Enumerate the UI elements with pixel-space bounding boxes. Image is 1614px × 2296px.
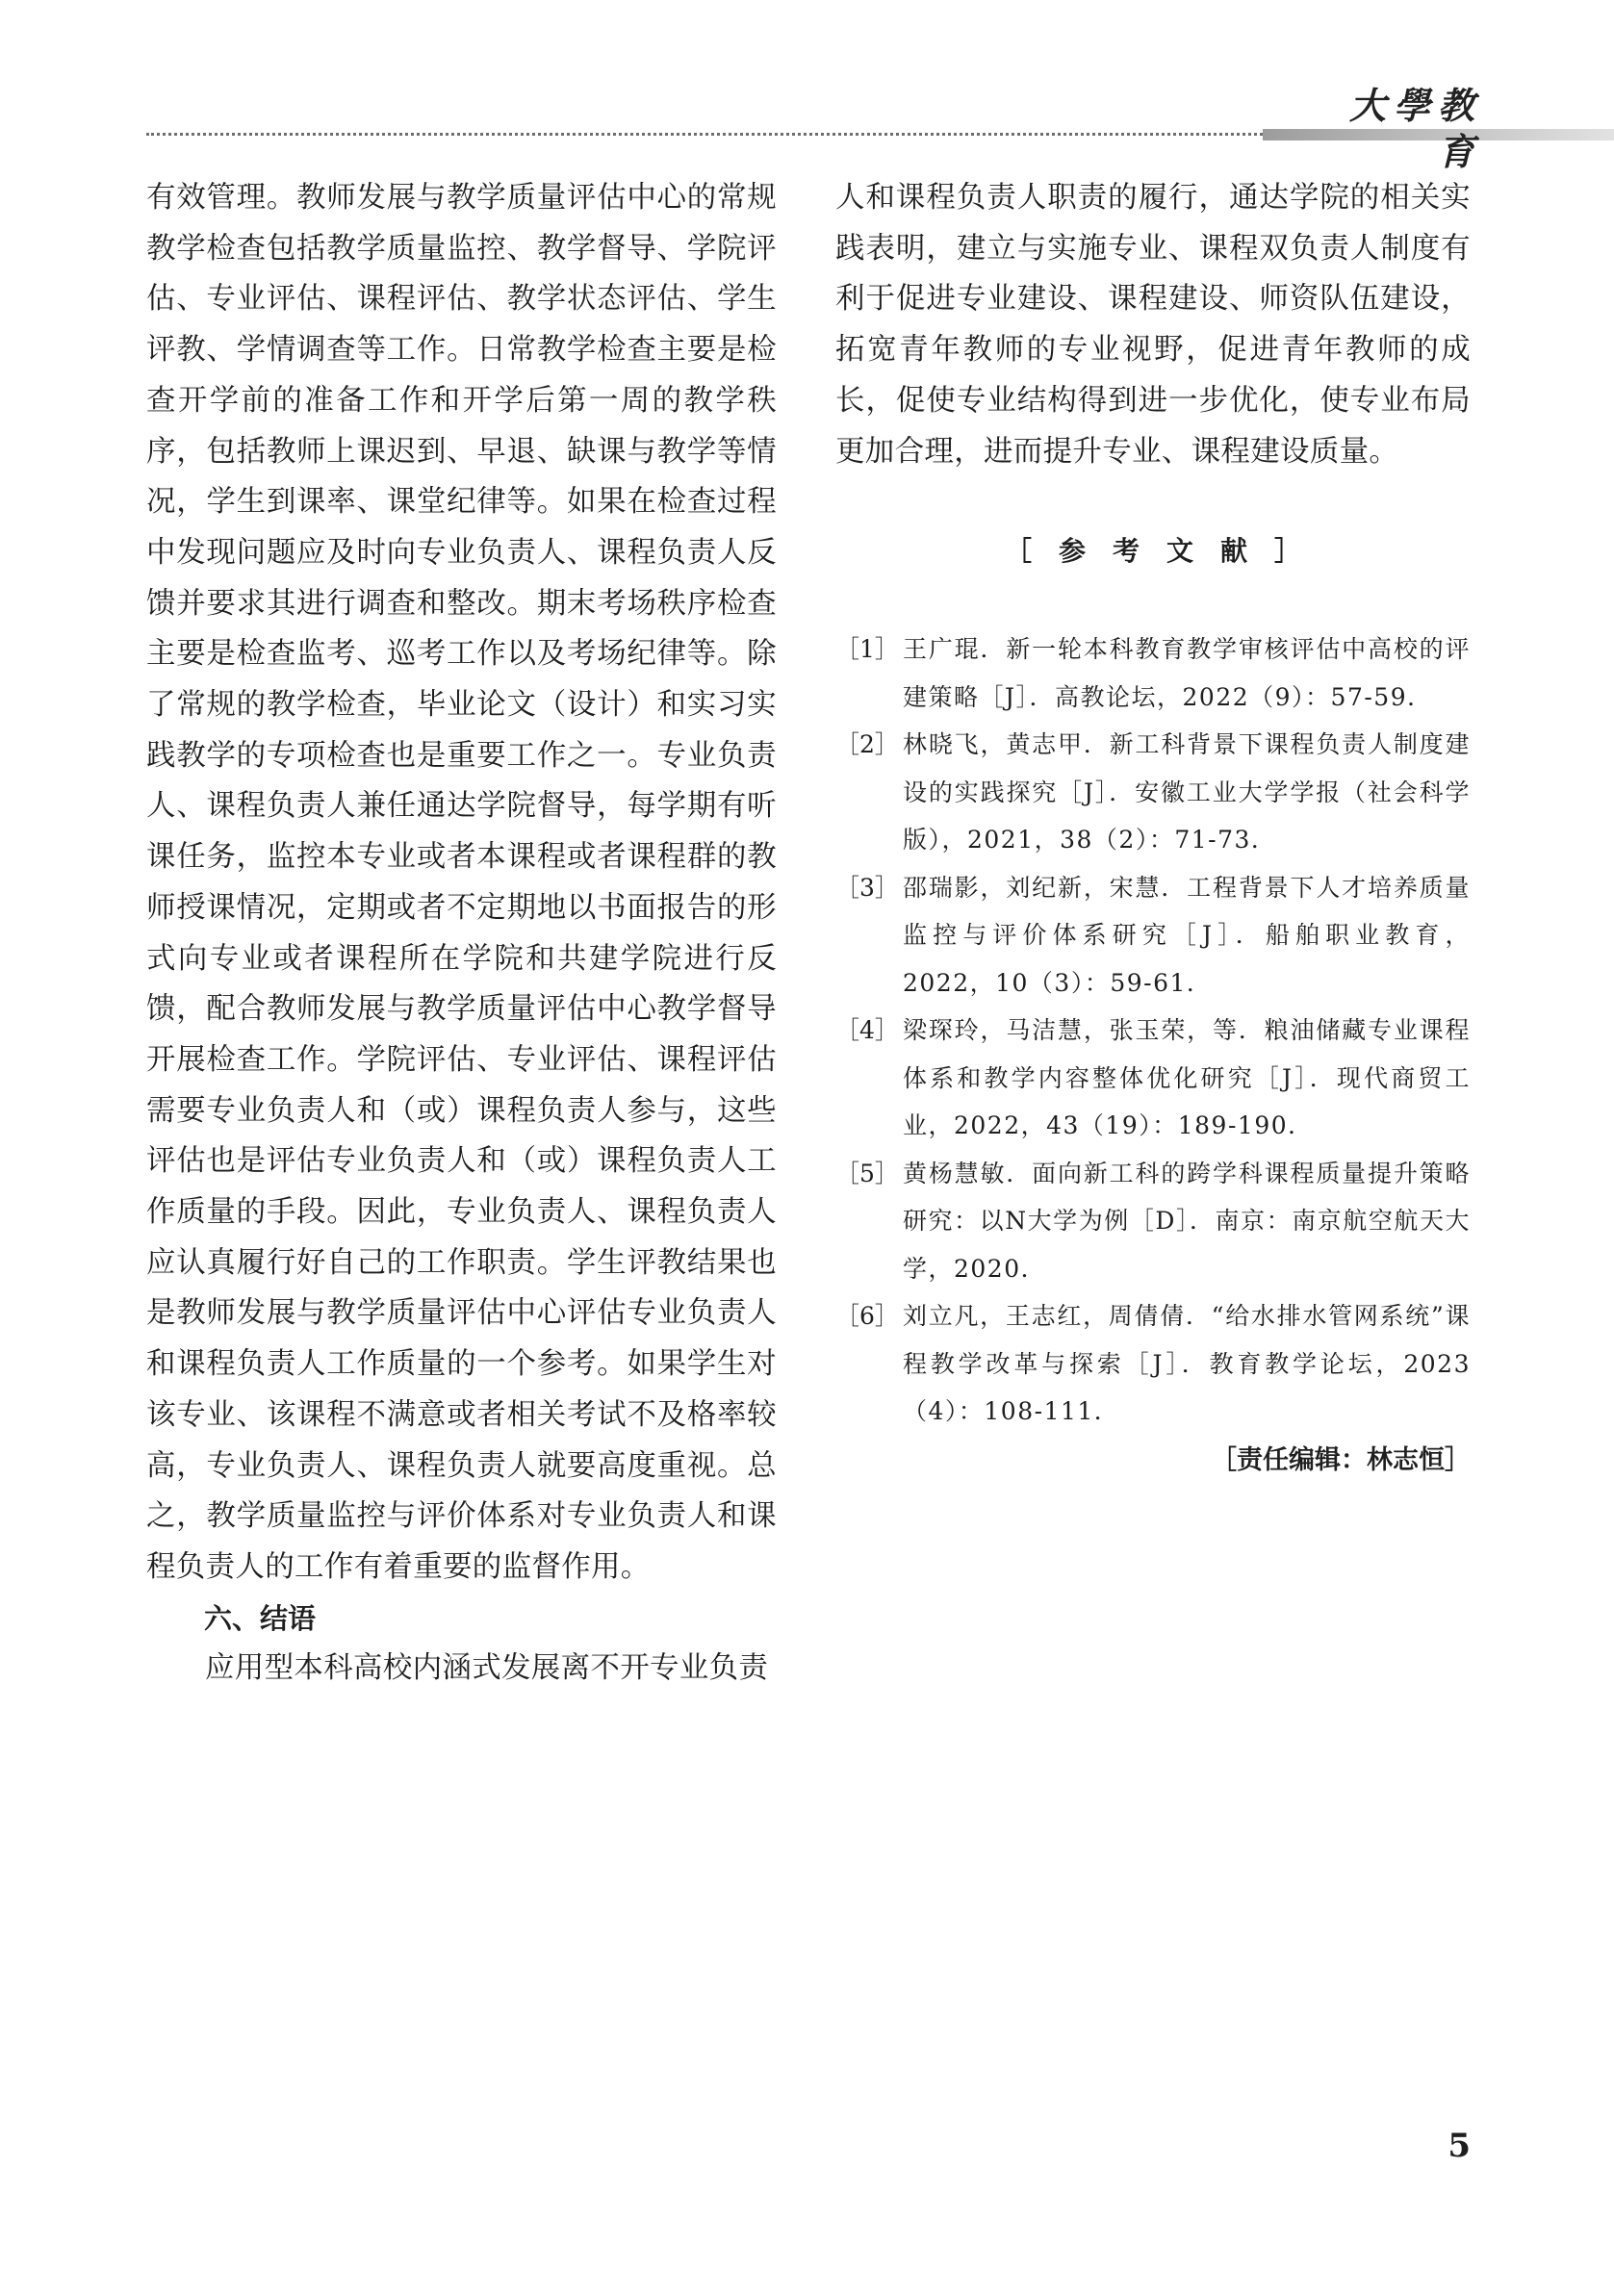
reference-text: 黄杨慧敏．面向新工科的跨学科课程质量提升策略研究：以N大学为例［D］．南京：南京航空航天大学，2020． [903,1159,1471,1283]
reference-text: 王广琨．新一轮本科教育教学审核评估中高校的评建策略［J］．高教论坛，2022（9）：57-59． [903,635,1471,711]
body-paragraph: 有效管理。教师发展与教学质量评估中心的常规教学检查包括教学质量监控、教学督导、学院评估、专业评估、课程评估、教学状态评估、学生评教、学情调查等工作。日常教学检查主要是检查开学前的准备工作和开学后第一周的教学秩序，包括教师上课迟到、早退、缺课与教学等情况，学生到课率、课堂纪律等。如果在检查过程中发现问题应及时向专业负责人、课程负责人反馈并要求其进行调查和整改。期末考场秩序检查主要是检查监考、巡考工作以及考场纪律等。除了常规的教学检查，毕业论文（设计）和实习实践教学的专项检查也是重要工作之一。专业负责人、课程负责人兼任通达学院督导，每学期有听课任务，监控本专业或者本课程或者课程群的教师授课情况，定期或者不定期地以书面报告的形式向专业或者课程所在学院和共建学院进行反馈，配合教师发展与教学质量评估中心教学督导开展检查工作。学院评估、专业评估、课程评估需要专业负责人和（或）课程负责人参与，这些评估也是评估专业负责人和（或）课程负责人工作质量的手段。因此，专业负责人、课程负责人应认真履行好自己的工作职责。学生评教结果也是教师发展与教学质量评估中心评估专业负责人和课程负责人工作质量的一个参考。如果学生对该专业、该课程不满意或者相关考试不及格率较高，专业负责人、课程负责人就要高度重视。总之，教学质量监控与评价体系对专业负责人和课程负责人的工作有着重要的监督作用。 [146,181,777,1584]
reference-number: ［6］ [835,1302,899,1331]
reference-number: ［3］ [835,873,899,902]
body-paragraph: 人和课程负责人职责的履行，通达学院的相关实践表明，建立与实施专业、课程双负责人制度有利于促进专业建设、课程建设、师资队伍建设，拓宽青年教师的专业视野，促进青年教师的成长，促使专业结构得到进一步优化，使专业布局更加合理，进而提升专业、课程建设质量。 [835,181,1471,469]
reference-number: ［5］ [835,1159,899,1187]
journal-logo: 大學教育 [1348,84,1482,173]
right-column [835,173,1471,1480]
reference-item [835,625,1471,721]
reference-text: 刘立凡，王志红，周倩倩．“给水排水管网系统”课程教学改革与探索［J］．教育教学论坛，2023（4）：108-111． [903,1302,1471,1426]
section-heading: 六、结语 [204,1601,317,1635]
reference-number: ［1］ [835,635,899,664]
references-title: ［ 参 考 文 献 ］ [1004,535,1301,568]
editor-note: ［责任编辑：林志恒］ [1211,1444,1471,1475]
left-column [146,173,777,1695]
reference-item [835,1150,1471,1293]
reference-list [835,625,1471,1436]
reference-number: ［4］ [835,1016,899,1045]
reference-item [835,721,1471,864]
reference-text: 林晓飞，黄志甲．新工科背景下课程负责人制度建设的实践探究［J］．安徽工业大学学报（社会科学版），2021，38（2）：71-73． [903,730,1471,855]
reference-item [835,1292,1471,1436]
reference-text: 梁琛玲，马洁慧，张玉荣，等．粮油储藏专业课程体系和教学内容整体优化研究［J］．现代商贸工业，2022，43（19）：189-190． [903,1016,1471,1140]
header-dotted-rule [146,133,1263,136]
reference-item [835,1007,1471,1150]
reference-item [835,864,1471,1008]
page-number: 5 [1447,2127,1471,2165]
reference-text: 邵瑞影，刘纪新，宋慧．工程背景下人才培养质量监控与评价体系研究［J］．船舶职业教育，2022，10（3）：59-61． [903,873,1471,997]
body-paragraph: 应用型本科高校内涵式发展离不开专业负责 [205,1651,769,1686]
reference-number: ［2］ [835,730,899,759]
